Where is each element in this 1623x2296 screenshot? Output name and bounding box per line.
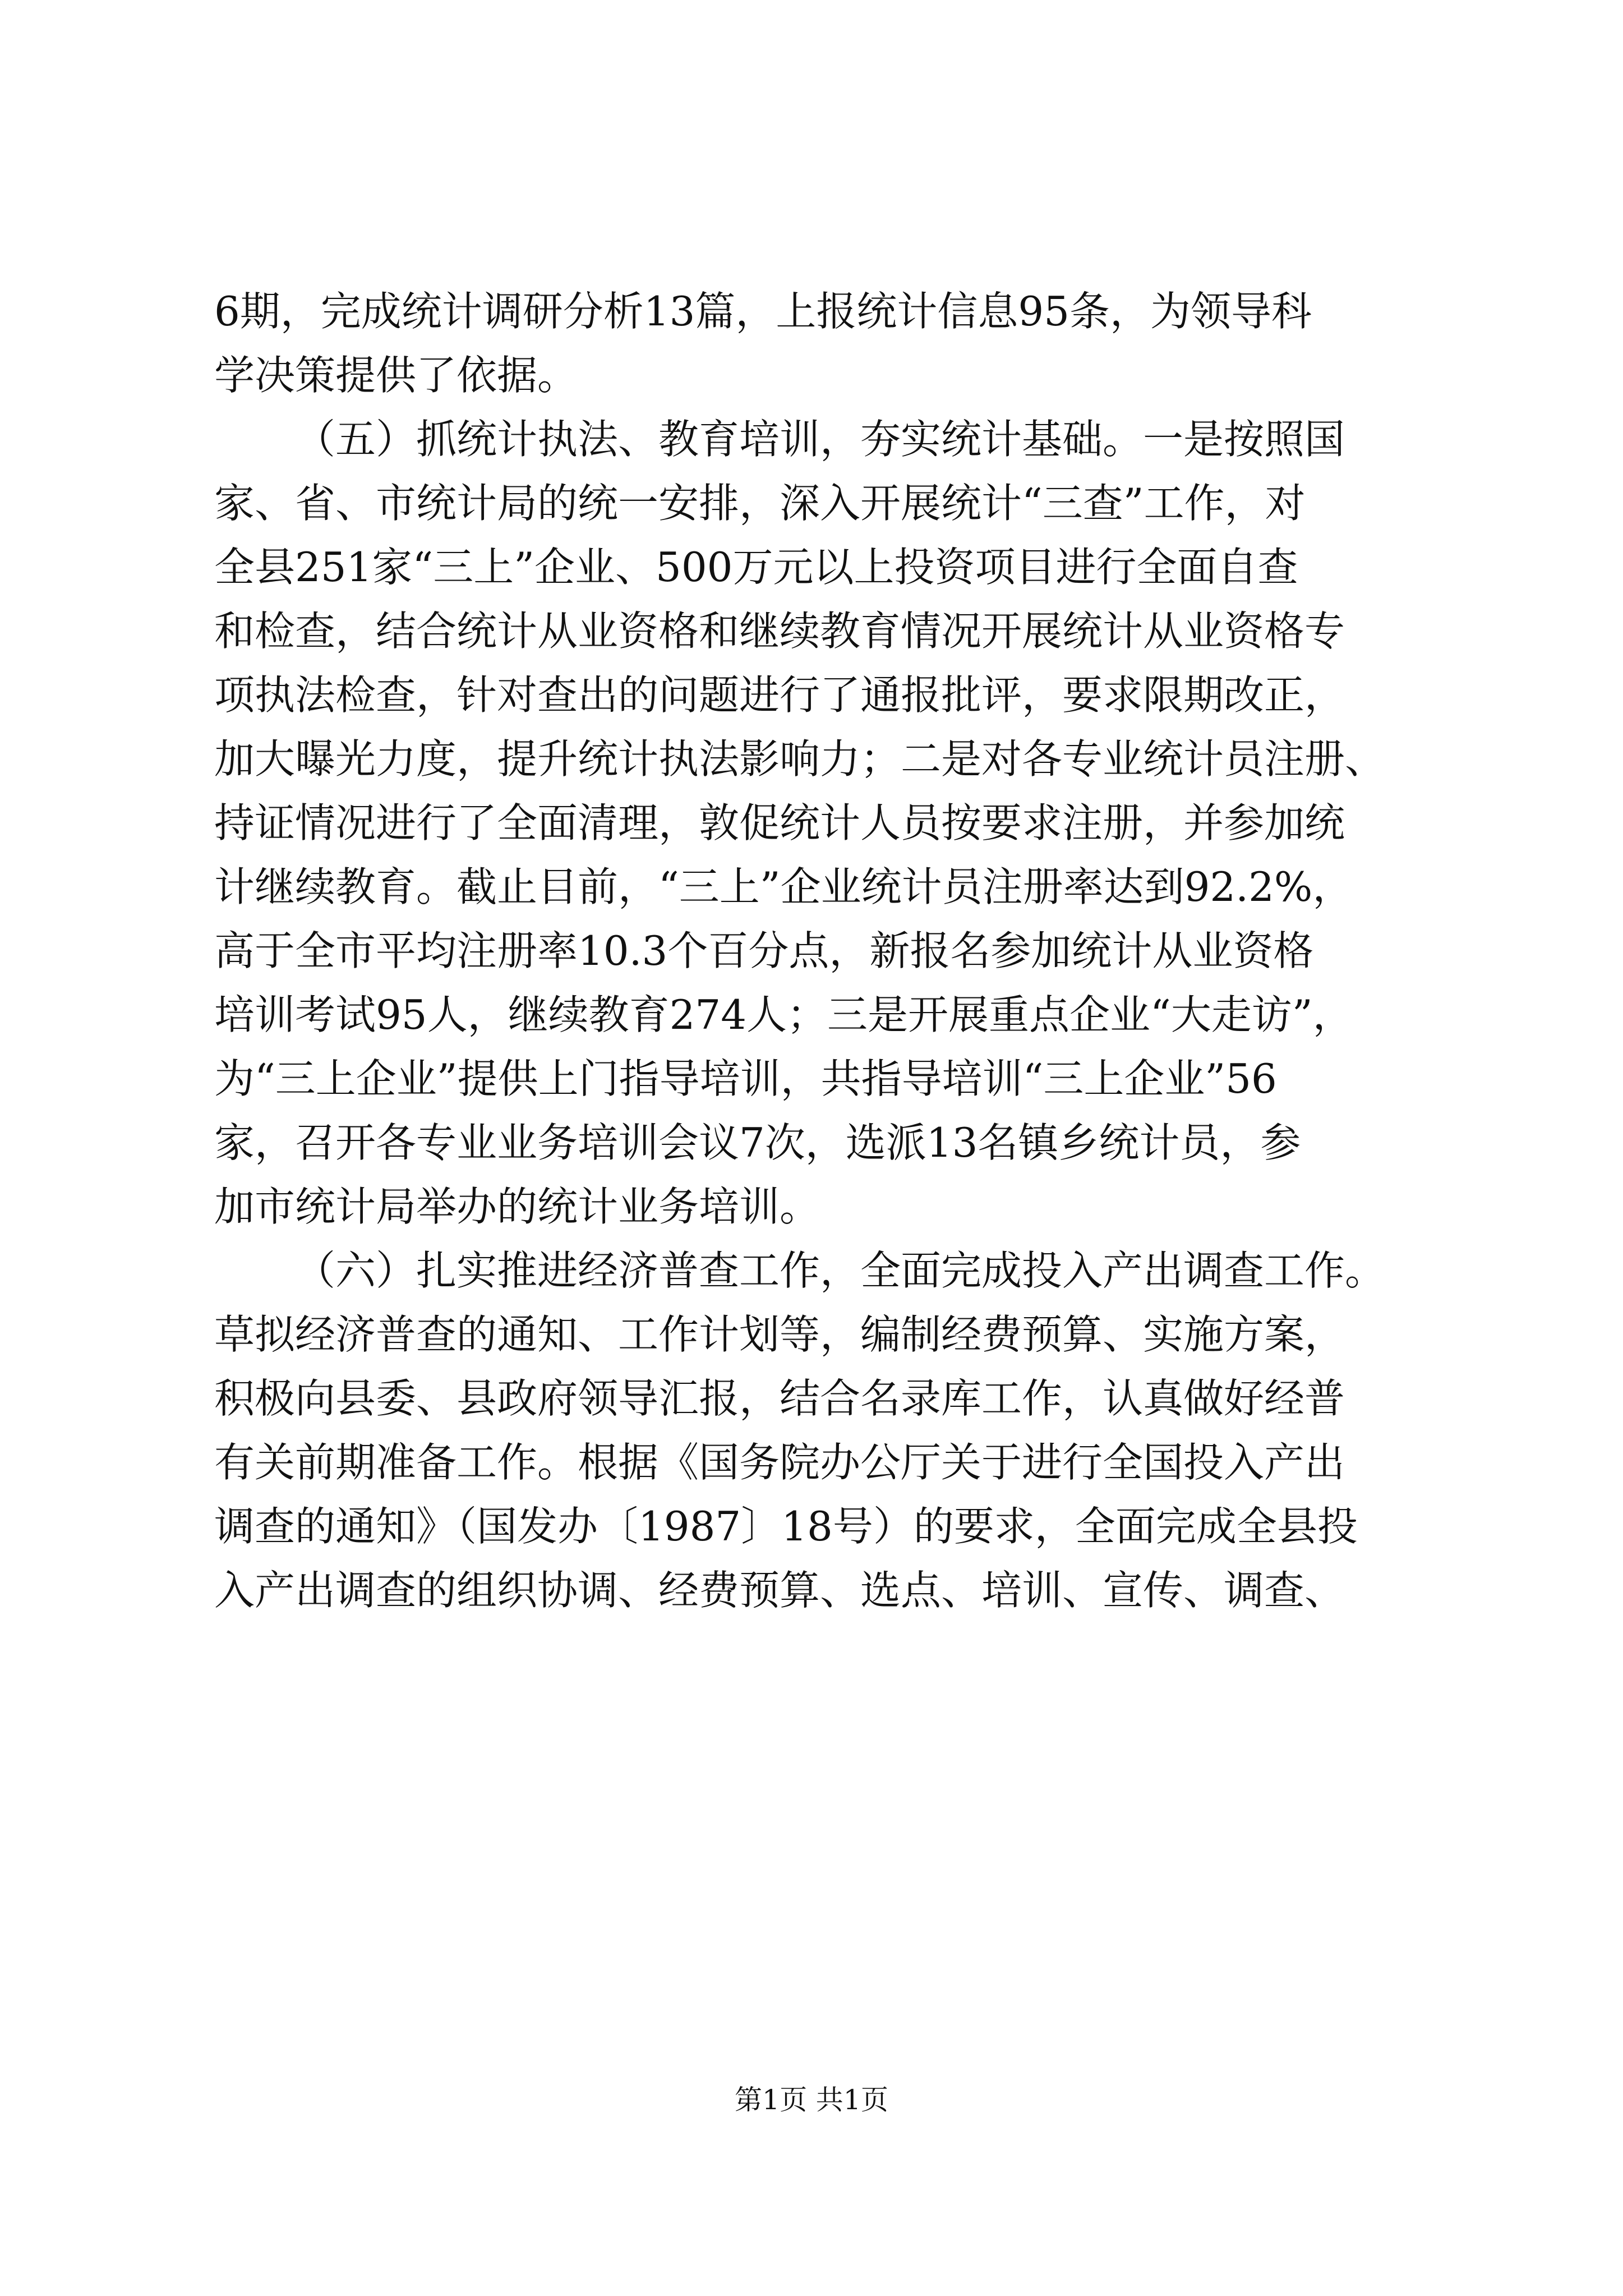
text-line: 6期，完成统计调研分析13篇，上报统计信息95条，为领导科 bbox=[214, 288, 1312, 335]
paragraph-1 bbox=[214, 279, 1420, 407]
text-line: 入产出调查的组织协调、经费预算、选点、培训、宣传、调查、 bbox=[214, 1567, 1345, 1614]
text-line: 培训考试95人，继续教育274人；三是开展重点企业“大走访”， bbox=[214, 991, 1353, 1038]
text-line: （五）抓统计执法、教育培训，夯实统计基础。一是按照国 bbox=[295, 416, 1345, 463]
text-line: 计继续教育。截止目前，“三上”企业统计员注册率达到92.2%， bbox=[214, 863, 1353, 910]
page-footer bbox=[0, 2083, 1623, 2117]
text-line: （六）扎实推进经济普查工作，全面完成投入产出调查工作。 bbox=[295, 1247, 1386, 1294]
page-number-label: 第1页 共1页 bbox=[735, 2084, 888, 2116]
text-line: 和检查，结合统计从业资格和继续教育情况开展统计从业资格专 bbox=[214, 608, 1345, 655]
paragraph-2 bbox=[214, 407, 1420, 1239]
text-line: 为“三上企业”提供上门指导培训，共指导培训“三上企业”56 bbox=[214, 1055, 1277, 1102]
text-line: 加市统计局举办的统计业务培训。 bbox=[214, 1183, 820, 1230]
document-body bbox=[214, 279, 1420, 1622]
paragraph-3 bbox=[214, 1239, 1420, 1622]
text-line: 有关前期准备工作。根据《国务院办公厅关于进行全国投入产出 bbox=[214, 1439, 1345, 1486]
text-line: 持证情况进行了全面清理，敦促统计人员按要求注册，并参加统 bbox=[214, 799, 1345, 846]
text-line: 家，召开各专业业务培训会议7次，选派13名镇乡统计员，参 bbox=[214, 1119, 1301, 1166]
text-line: 草拟经济普查的通知、工作计划等，编制经费预算、实施方案， bbox=[214, 1311, 1345, 1358]
text-line: 项执法检查，针对查出的问题进行了通报批评，要求限期改正， bbox=[214, 671, 1345, 719]
text-line: 全县251家“三上”企业、500万元以上投资项目进行全面自查 bbox=[214, 544, 1298, 591]
text-line: 学决策提供了依据。 bbox=[214, 352, 578, 399]
text-line: 加大曝光力度，提升统计执法影响力；二是对各专业统计员注册、 bbox=[214, 735, 1386, 783]
text-line: 调查的通知》（国发办〔1987〕18号）的要求，全面完成全县投 bbox=[214, 1503, 1358, 1550]
text-line: 高于全市平均注册率10.3个百分点，新报名参加统计从业资格 bbox=[214, 927, 1314, 974]
text-line: 家、省、市统计局的统一安排，深入开展统计“三查”工作，对 bbox=[214, 480, 1306, 527]
text-line: 积极向县委、县政府领导汇报，结合名录库工作，认真做好经普 bbox=[214, 1375, 1345, 1422]
